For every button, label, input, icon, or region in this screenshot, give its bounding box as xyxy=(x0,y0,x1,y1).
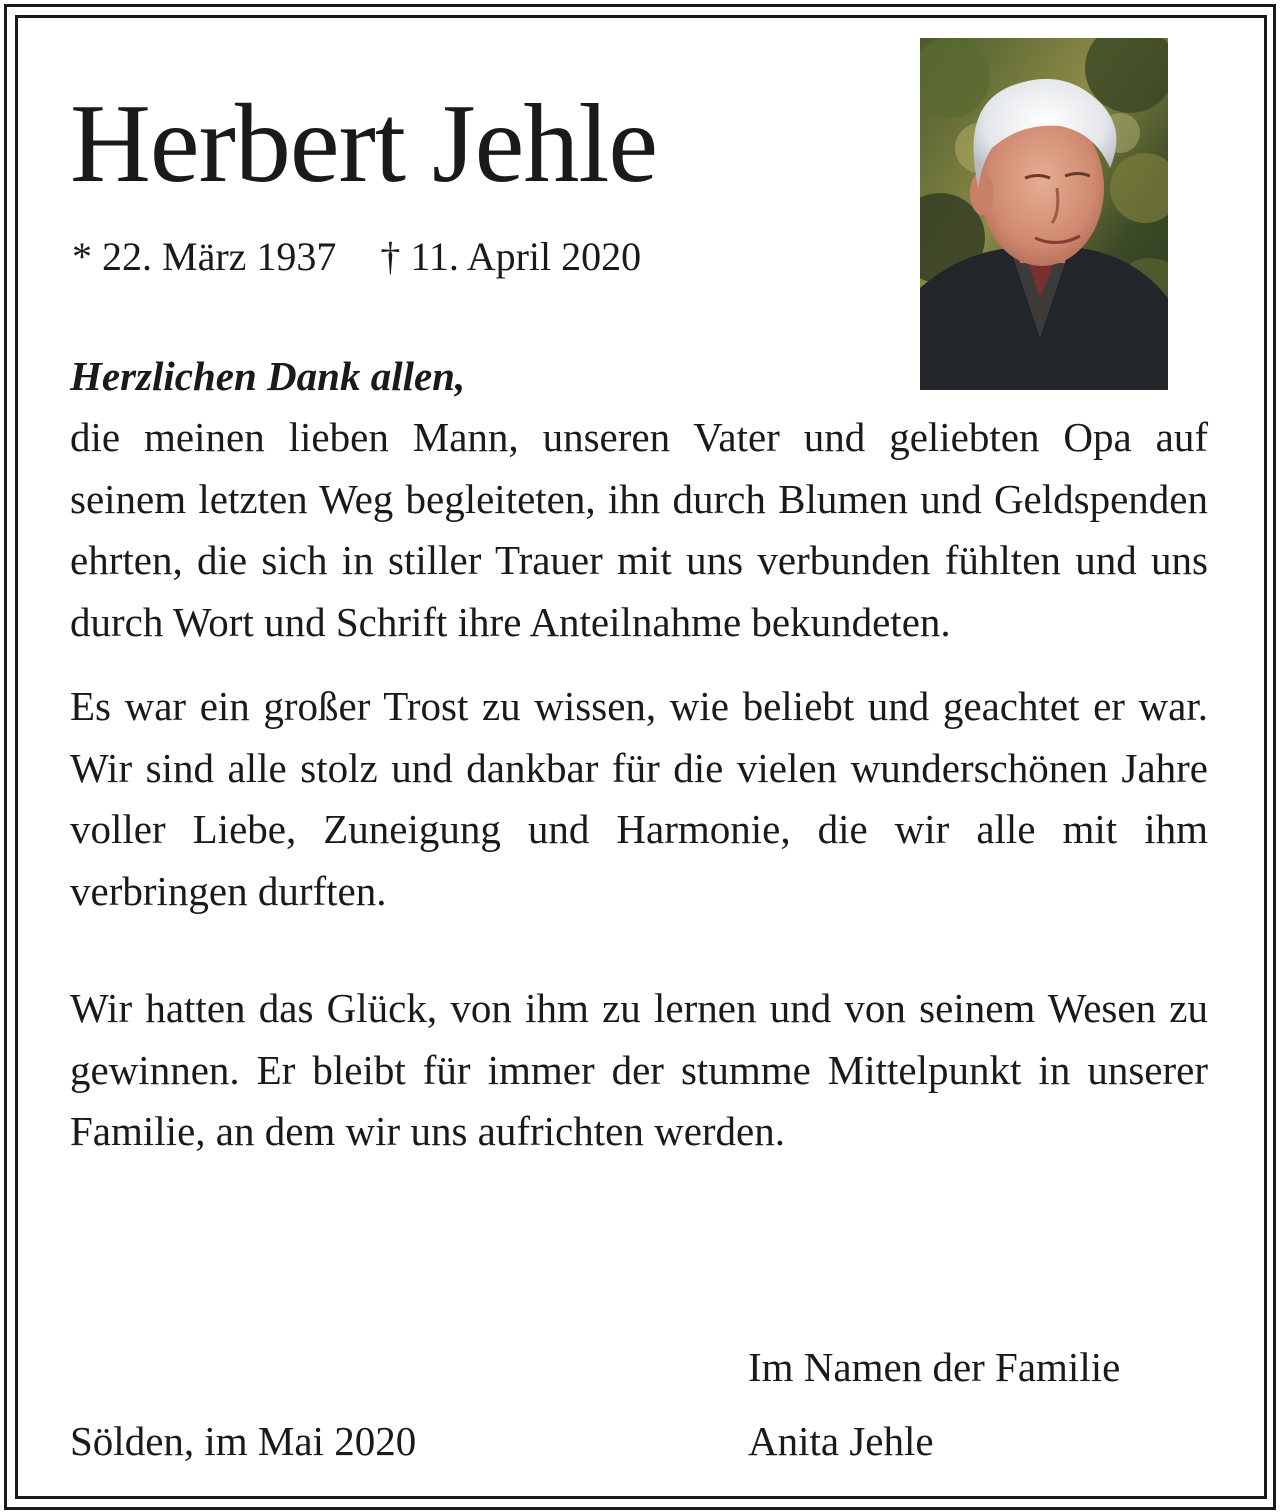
paragraph: die meinen lieben Mann, unseren Vater und geliebten Opa auf seinem letzten Weg begleiteten, ihn durch Blumen und Geldspenden ehrten, die sich in stiller Trauer mit uns verbunden fühlten und uns durch Wort und Schrift ihre Anteilnahme bekundeten. xyxy=(70,414,1208,645)
portrait-image xyxy=(920,38,1168,390)
signature-name: Anita Jehle xyxy=(748,1418,934,1464)
paragraph: Wir hatten das Glück, von ihm zu lernen und von seinem Wesen zu gewinnen. Er bleibt für immer der stumme Mittelpunkt in unserer Familie, an dem wir uns aufrichten werden. xyxy=(70,985,1208,1154)
deceased-name: Herbert Jehle xyxy=(70,82,658,206)
death-date: † 11. April 2020 xyxy=(380,234,642,279)
signature-block xyxy=(748,1330,1208,1478)
birth-date: * 22. März 1937 xyxy=(72,234,337,279)
signature-intro: Im Namen der Familie xyxy=(748,1344,1121,1390)
thank-you-text xyxy=(70,345,1208,1163)
place-date: Sölden, im Mai 2020 xyxy=(70,1418,417,1464)
portrait-photo xyxy=(920,38,1168,390)
thanks-heading: Herzlichen Dank allen, xyxy=(70,353,466,399)
paragraph: Es war ein großer Trost zu wissen, wie beliebt und geachtet er war. Wir sind alle stolz und dankbar für die vielen wunderschönen Jahre voller Liebe, Zuneigung und Harmonie, die wir alle mit ihm verbringen durften. xyxy=(70,683,1208,914)
life-dates xyxy=(72,233,641,281)
